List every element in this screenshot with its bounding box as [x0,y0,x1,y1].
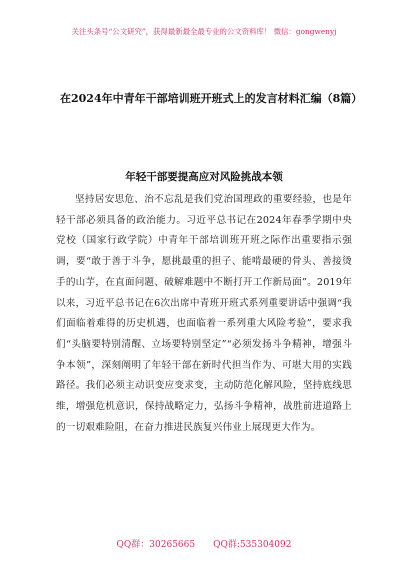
footer [0,537,408,550]
document-title: 在2024年中青年干部培训班开班式上的发言材料汇编（8篇） [60,92,363,105]
body-paragraph: 坚持居安思危、治不忘乱是我们党治国理政的重要经验，也是年轻干部必须具备的政治能力。习近平总书记在2024年春季学期中央党校（国家行政学院）中青年干部培训班开班之际作出重要指示强调，要“敢于善于斗争，愿挑最重的担子、能啃最硬的骨头、善接烫手的山芋，在直面问题、破解难题中不断打开工作新局面”。2019年以来，习近平总书记在6次出席中青班开班式系列重要讲话中强调“我们面临着难得的历史机遇，也面临着一系列重大风险考验”，要求我们“头脑要特别清醒、立场要特别坚定”“必须发扬斗争精神，增强斗争本领”，深刻阐明了年轻干部在新时代担当作为、可堪大用的实践路径。我们必须主动识变应变求变，主动防范化解风险，坚持底线思维，增强危机意识，保持战略定力，弘扬斗争精神，战胜前进道路上的一切艰难险阻，在奋力推进民族复兴伟业上展现更大作为。 [56,194,352,433]
header-banner: 关注头条号“公文研究”，获得最新最全最专业的公文资料库！ 微信：gongwenyj [71,27,337,36]
footer-qq-group-2: QQ群:535304092 [213,540,292,550]
section-title: 年轻干部要提高应对风险挑战本领 [125,171,283,183]
footer-qq-group-1: QQ群：30265665 [116,540,196,550]
